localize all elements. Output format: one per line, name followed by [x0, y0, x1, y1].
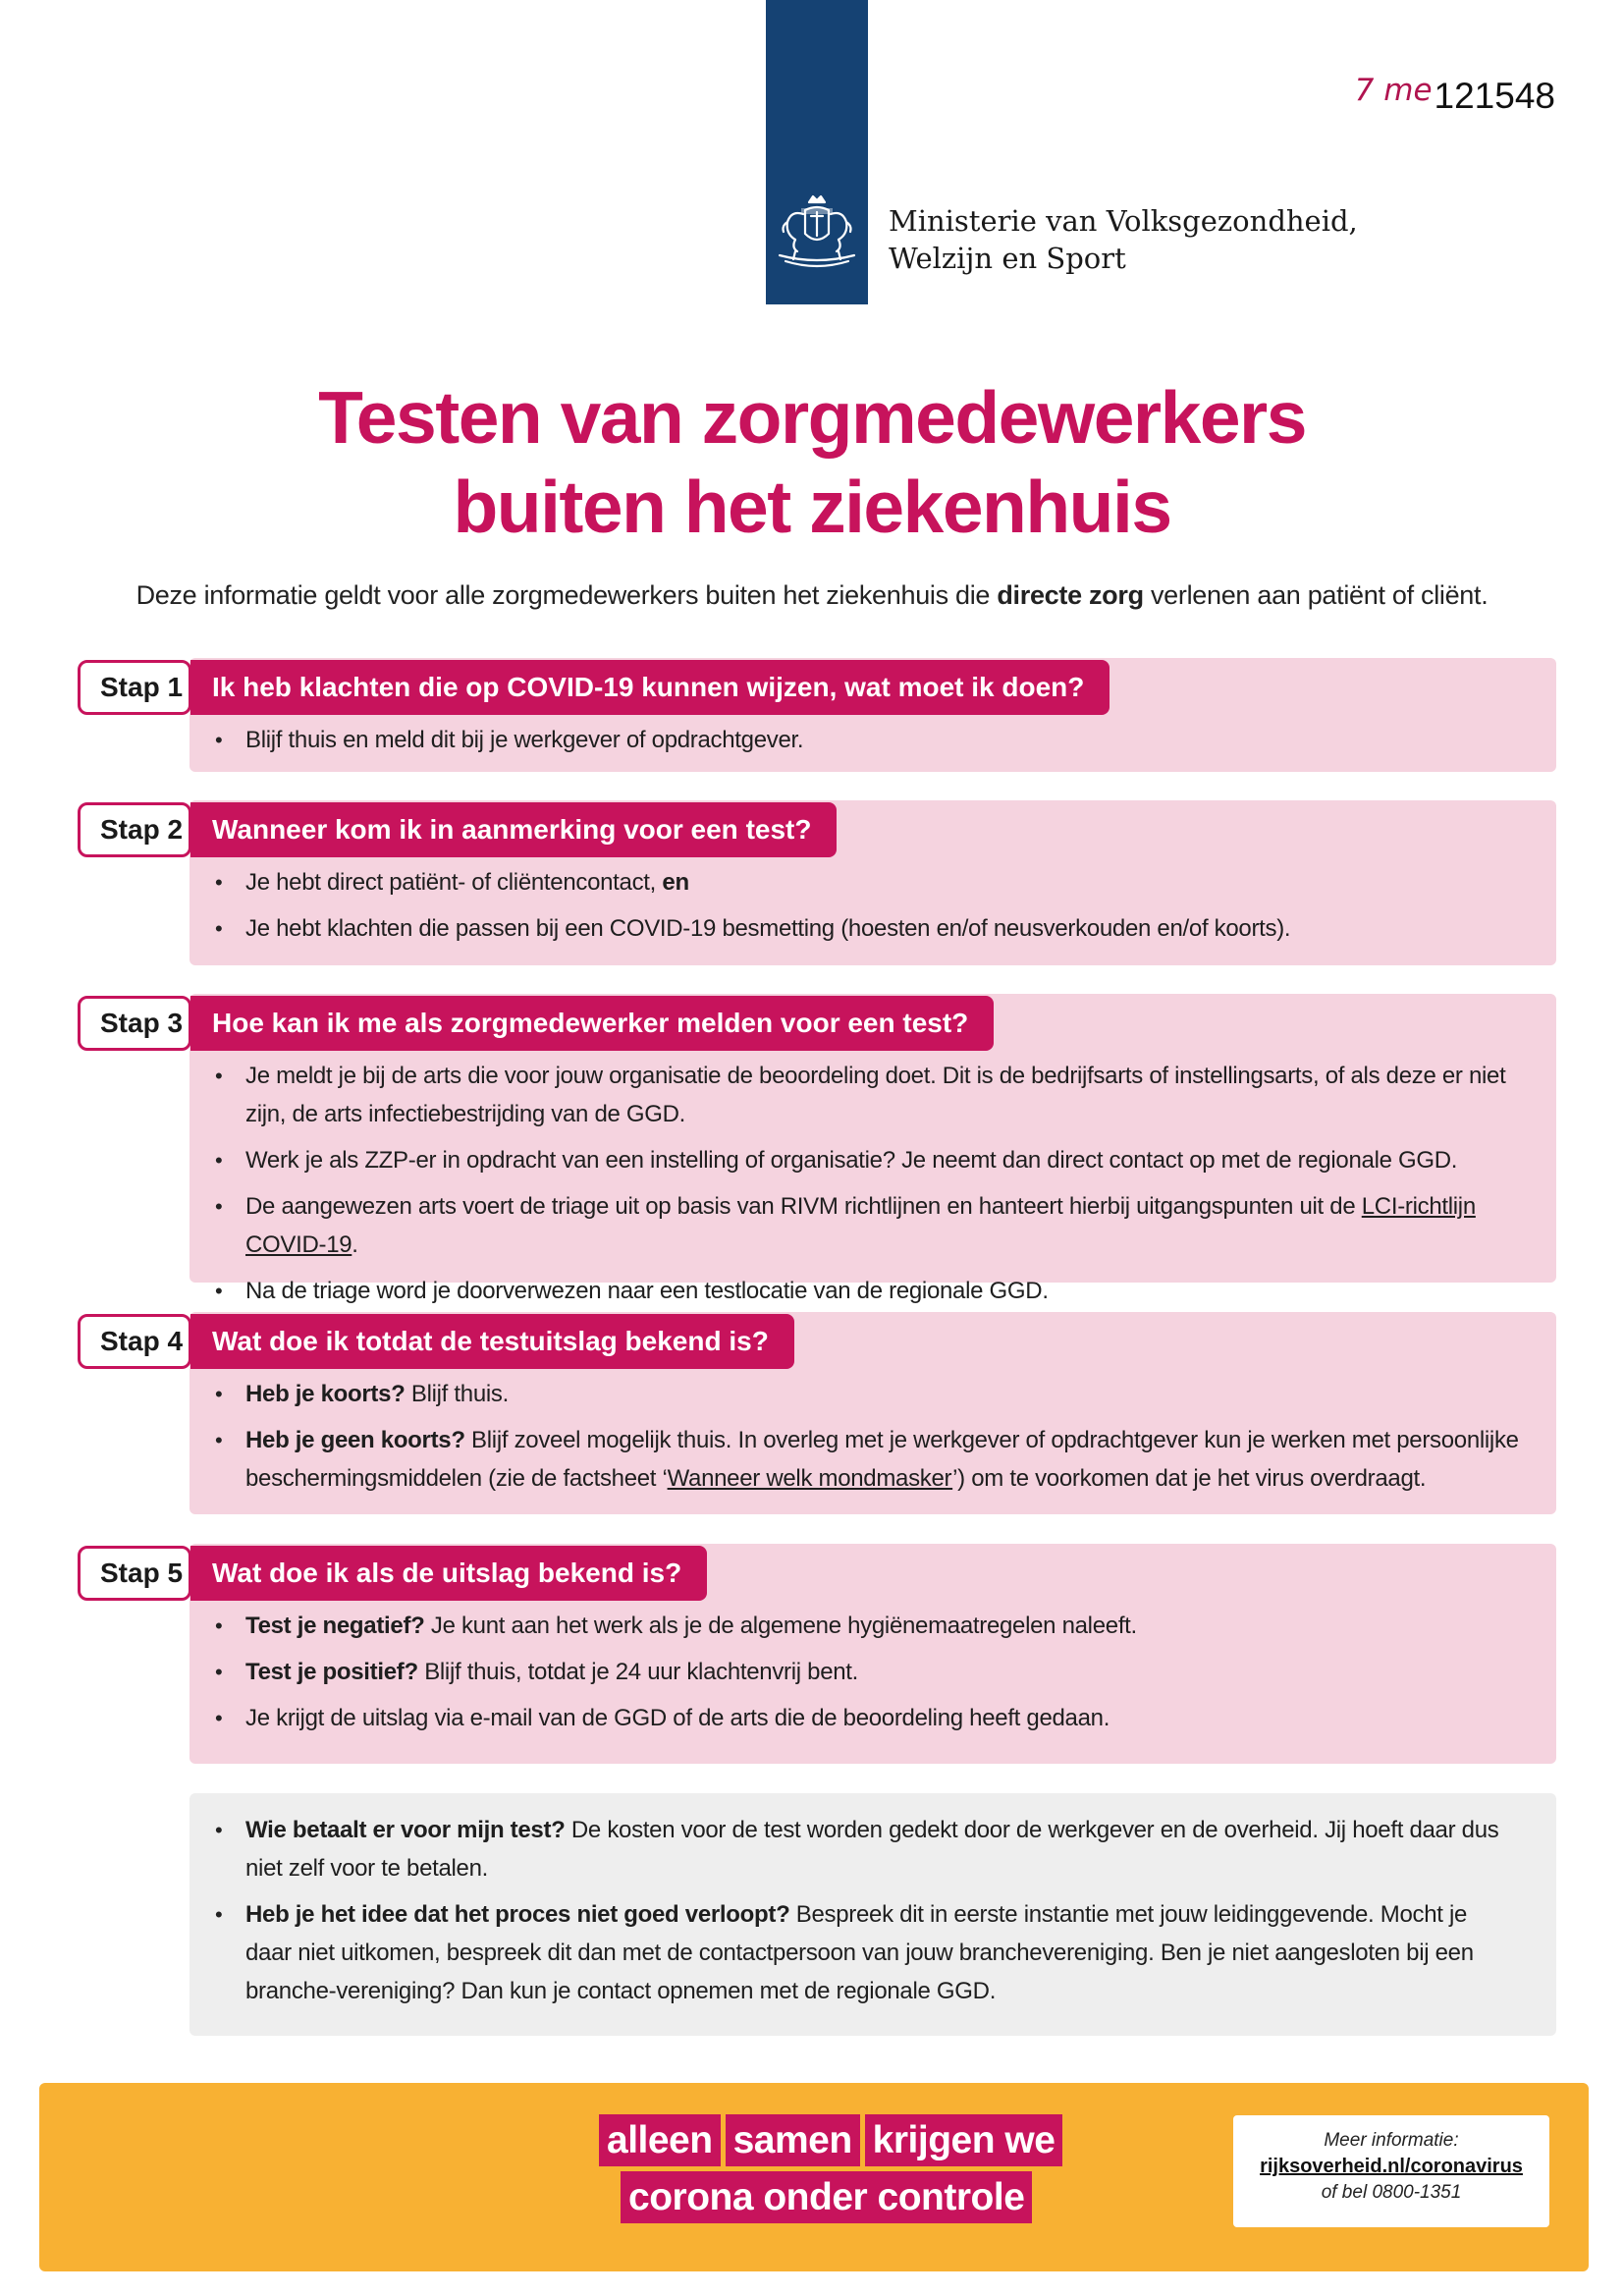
title-line-1: Testen van zorgmedewerkers [318, 376, 1306, 459]
campaign-slogan [599, 2114, 1062, 2228]
logo-ribbon [766, 0, 868, 304]
phone-number: of bel 0800-1351 [1321, 2182, 1462, 2203]
mondmasker-factsheet-link[interactable]: Wanneer welk mondmasker [667, 1465, 953, 1492]
bullet-text: Je meldt je bij de arts die voor jouw organisatie de beoordeling doet. Dit is de bedrijfsarts of instellingsarts, of als deze er niet zijn, de arts infectiebestrijding van de GGD. [245, 1063, 1506, 1127]
ministry-line-2: Welzijn en Sport [889, 242, 1126, 275]
step-1-question: Ik heb klachten die op COVID-19 kunnen wijzen, wat moet ik doen? [190, 660, 1110, 715]
slogan-corona-onder-controle: corona onder controle [621, 2171, 1032, 2223]
step-5-question: Wat doe ik als de uitslag bekend is? [190, 1546, 707, 1601]
bullet-bold: Heb je het idee dat het proces niet goed verloopt? [245, 1901, 790, 1928]
bullet-text-after: ’) om te voorkomen dat je het virus overdraagt. [952, 1465, 1427, 1492]
list-item [213, 1272, 1536, 1310]
bullet-text: Blijf thuis. [405, 1381, 509, 1407]
bullet-text: Je hebt klachten die passen bij een COVID-19 besmetting (hoesten en/of neusverkouden en/of koorts). [245, 915, 1291, 942]
step-2-question: Wanneer kom ik in aanmerking voor een test? [190, 802, 837, 857]
bullet-bold: Test je negatief? [245, 1613, 425, 1639]
bullet-text: De kosten voor de test worden gedekt door de werkgever en de overheid. Jij hoeft daar dus niet zelf voor te betalen. [245, 1817, 1499, 1882]
slogan-row-2 [599, 2171, 1062, 2223]
step-5-bullets [213, 1607, 1536, 1745]
step-3-question: Hoe kan ik me als zorgmedewerker melden voor een test? [190, 996, 994, 1051]
bullet-text: Je hebt direct patiënt- of cliëntencontact, [245, 869, 663, 896]
step-2-label: Stap 2 [78, 802, 191, 857]
bullet-text: Blijf zoveel mogelijk thuis. In overleg met je werkgever of opdrachtgever kun je werken met persoonlijke beschermingsmiddelen (zie de factsheet ‘ [245, 1427, 1519, 1492]
bullet-text: Bespreek dit in eerste instantie met jouw leidinggevende. Mocht je daar niet uitkomen, bespreek dit dan met de contactpersoon van jouw branchevereniging. Ben je niet aangesloten bij een branche-vereniging? Dan kun je contact opnemen met de regionale GGD. [245, 1901, 1474, 2004]
bullet-bold: Heb je koorts? [245, 1381, 406, 1407]
list-item [213, 1141, 1536, 1179]
bullet-text-after: . [352, 1231, 358, 1258]
step-3-bullets [213, 1057, 1536, 1318]
list-item [213, 1057, 1536, 1133]
bullet-bold: en [662, 869, 689, 896]
intro-text-before: Deze informatie geldt voor alle zorgmedewerkers buiten het ziekenhuis die [135, 580, 998, 610]
bullet-text: Je krijgt de uitslag via e-mail van de GGD of de arts die de beoordeling heeft gedaan. [245, 1705, 1110, 1731]
lci-richtlijn-link[interactable]: LCI-richtlijn COVID-19 [245, 1193, 1476, 1258]
slogan-word-alleen: alleen [599, 2114, 721, 2166]
more-info-label: Meer informatie: [1324, 2130, 1459, 2151]
list-item [213, 1375, 1536, 1413]
bullet-bold: Test je positief? [245, 1659, 418, 1685]
step-4-bullets [213, 1375, 1536, 1505]
list-item [213, 863, 1536, 902]
slogan-word-samen: samen [726, 2114, 860, 2166]
step-4-question: Wat doe ik totdat de testuitslag bekend is? [190, 1314, 794, 1369]
rijksoverheid-link[interactable]: rijksoverheid.nl/coronavirus [1260, 2156, 1523, 2177]
step-2-bullets [213, 863, 1536, 956]
step-1-bullets [213, 721, 1536, 767]
list-item [213, 721, 1536, 759]
bullet-text: Je kunt aan het werk als je de algemene hygiënemaatregelen naleeft. [424, 1613, 1137, 1639]
document-number-value: 121548 [1434, 76, 1555, 116]
bullet-bold: Wie betaalt er voor mijn test? [245, 1817, 566, 1843]
page-title [0, 373, 1624, 552]
slogan-row-1 [599, 2114, 1062, 2166]
ministry-name [889, 202, 1358, 277]
list-item [213, 909, 1536, 948]
step-3-label: Stap 3 [78, 996, 191, 1051]
intro-text [0, 575, 1624, 615]
bullet-text: Na de triage word je doorverwezen naar een testlocatie van de regionale GGD. [245, 1278, 1049, 1304]
more-info-box [1233, 2115, 1549, 2227]
slogan-word-krijgen-we: krijgen we [865, 2114, 1063, 2166]
list-item [213, 1421, 1536, 1498]
list-item [213, 1187, 1536, 1264]
list-item [213, 1811, 1517, 1887]
list-item [213, 1699, 1536, 1737]
intro-text-bold: directe zorg [997, 580, 1144, 610]
title-line-2: buiten het ziekenhuis [453, 465, 1171, 548]
list-item [213, 1653, 1536, 1691]
bullet-text: Blijf thuis, totdat je 24 uur klachtenvrij bent. [417, 1659, 859, 1685]
intro-text-after: verlenen aan patiënt of cliënt. [1143, 580, 1489, 610]
step-4-label: Stap 4 [78, 1314, 191, 1369]
bullet-text: Werk je als ZZP-er in opdracht van een instelling of organisatie? Je neemt dan direct contact op met de regionale GGD. [245, 1147, 1458, 1174]
ministry-line-1: Ministerie van Volksgezondheid, [889, 204, 1358, 238]
info-box [189, 1793, 1556, 2036]
list-item [213, 1895, 1517, 2010]
list-item [213, 1607, 1536, 1645]
coat-of-arms-icon [766, 192, 868, 291]
document-number [1355, 73, 1555, 117]
footer-banner [39, 2083, 1589, 2271]
step-5-label: Stap 5 [78, 1546, 191, 1601]
info-bullets [213, 1811, 1517, 2018]
bullet-text: De aangewezen arts voert de triage uit op basis van RIVM richtlijnen en hanteert hierbij uitgangspunten uit de [245, 1193, 1362, 1220]
handwritten-note: 7 me [1354, 73, 1433, 108]
bullet-text: Blijf thuis en meld dit bij je werkgever of opdrachtgever. [245, 727, 804, 753]
step-1-label: Stap 1 [78, 660, 191, 715]
bullet-bold: Heb je geen koorts? [245, 1427, 465, 1453]
